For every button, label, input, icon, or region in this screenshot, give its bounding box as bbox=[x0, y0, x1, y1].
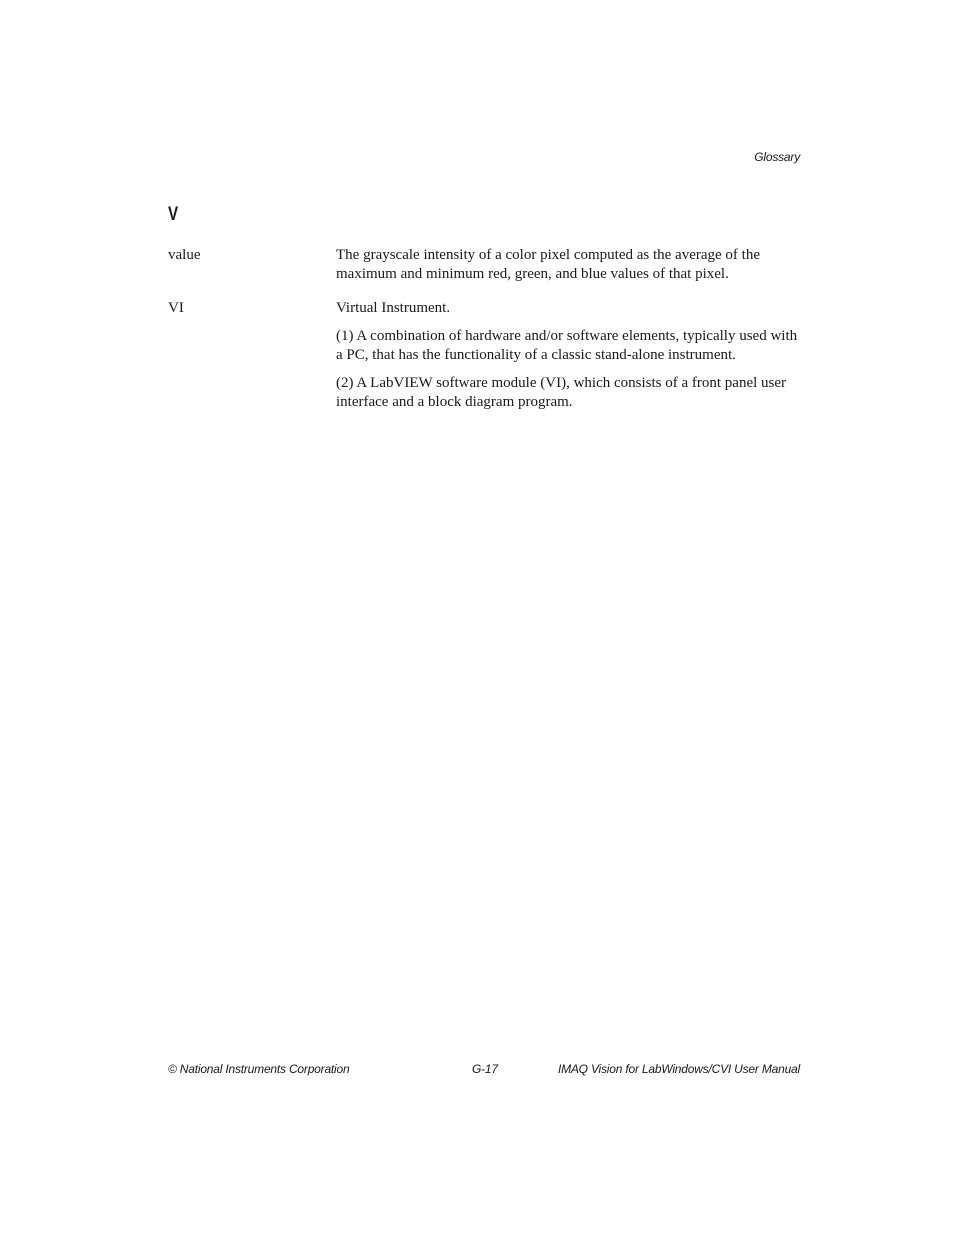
running-header: Glossary bbox=[754, 150, 800, 164]
glossary-definition bbox=[336, 299, 802, 421]
glossary-term: value bbox=[168, 247, 201, 263]
glossary-term: VI bbox=[168, 300, 184, 316]
footer-page-number: G-17 bbox=[472, 1062, 498, 1076]
definition-paragraph: (2) A LabVIEW software module (VI), which consists of a front panel user interface and a block diagram program. bbox=[336, 375, 787, 410]
definition-paragraph: Virtual Instrument. bbox=[336, 300, 451, 316]
footer-manual-title: IMAQ Vision for LabWindows/CVI User Manual bbox=[557, 1062, 800, 1076]
definition-paragraph: The grayscale intensity of a color pixel computed as the average of the maximum and minimum red, green, and blue values of that pixel. bbox=[336, 247, 760, 282]
footer-copyright: © National Instruments Corporation bbox=[168, 1062, 350, 1076]
glossary-definition bbox=[336, 246, 802, 293]
section-letter-heading: V bbox=[168, 204, 179, 225]
definition-paragraph: (1) A combination of hardware and/or software elements, typically used with a PC, that has the functionality of a classic stand-alone instrument. bbox=[336, 328, 798, 363]
